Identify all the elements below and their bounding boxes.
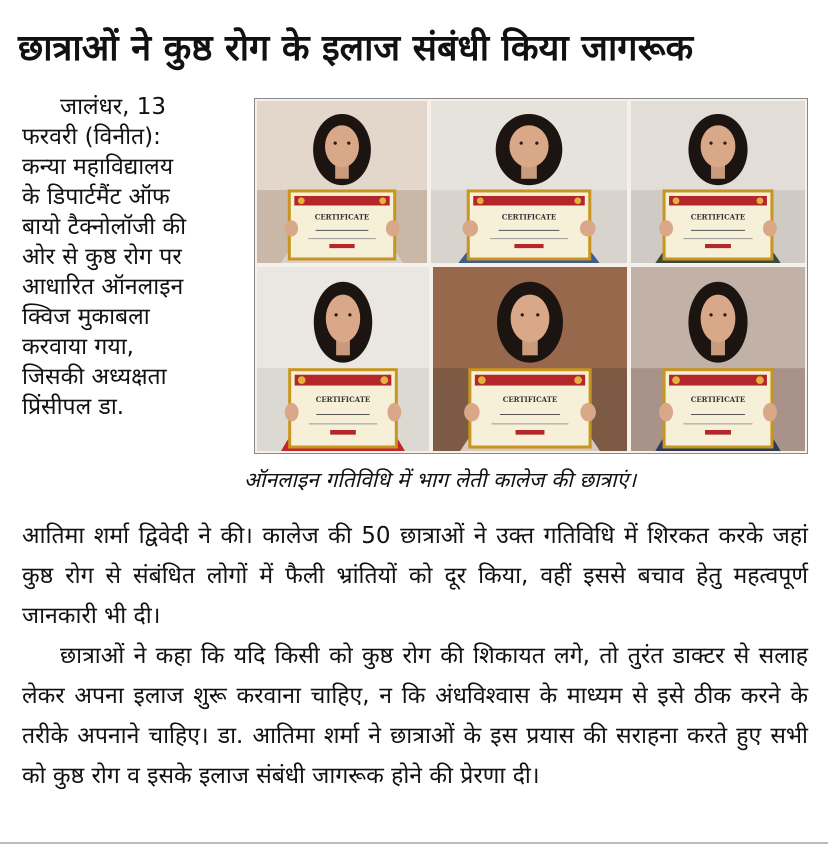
certificate-heading: CERTIFICATE xyxy=(690,395,746,405)
certificate-icon xyxy=(664,370,772,447)
intro-line: के डिपार्टमैंट ऑफ xyxy=(22,184,170,210)
article-paragraph: छात्राओं ने कहा कि यदि किसी को कुष्ठ रोग की शिकायत लगे, तो तुरंत डाक्टर से सलाह लेकर अपना इलाज शुरू करवाना चाहिए, न कि अंधविश्वास के माध्यम से इसे ठीक करने के तरीके अपनाने चाहिए। डा. आतिमा शर्मा ने छात्राओं के इस प्रयास की सराहना करते हुए सभी को कुष्ठ रोग व इसके इलाज संबंधी जागरूक होने की प्रेरणा दी। xyxy=(22,643,808,789)
intro-line: फरवरी (विनीत): xyxy=(22,124,161,150)
student-photo-6 xyxy=(631,267,805,451)
certificate-heading: CERTIFICATE xyxy=(501,212,557,222)
certificate-icon xyxy=(468,191,590,259)
photo-caption: ऑनलाइन गतिविधि में भाग लेती कालेज की छात्राएं। xyxy=(244,468,637,492)
intro-line: आधारित ऑनलाइन xyxy=(22,274,184,300)
intro-line: क्विज मुकाबला xyxy=(22,304,150,330)
certificate-heading: CERTIFICATE xyxy=(314,212,370,222)
certificate-heading: CERTIFICATE xyxy=(315,395,371,405)
photo-illustration xyxy=(631,101,805,263)
intro-line: कन्या महाविद्यालय xyxy=(22,154,174,180)
certificate-icon xyxy=(470,370,590,447)
article-paragraph: आतिमा शर्मा द्विवेदी ने की। कालेज की 50 छात्राओं ने उक्त गतिविधि में शिरकत करके जहां कुष्ठ रोग से संबंधित लोगों में फैली भ्रांतियों को दूर किया, वहीं इससे बचाव हेतु महत्वपूर्ण जानकारी भी दी। xyxy=(22,523,808,629)
certificate-icon xyxy=(290,370,397,447)
certificate-heading: CERTIFICATE xyxy=(502,395,558,405)
photo-illustration xyxy=(431,101,627,263)
student-photo-3 xyxy=(631,101,805,263)
certificate-heading: CERTIFICATE xyxy=(690,212,746,222)
page-divider xyxy=(0,842,828,844)
student-photo-2 xyxy=(431,101,627,263)
photo-illustration xyxy=(631,267,805,451)
certificate-icon xyxy=(664,191,772,259)
article-intro-column xyxy=(22,92,244,422)
student-photo-1 xyxy=(257,101,427,263)
intro-line: करवाया गया, xyxy=(22,334,134,360)
photo-illustration xyxy=(433,267,627,451)
certificate-icon xyxy=(289,191,394,259)
intro-line: जिसकी अध्यक्षता xyxy=(22,364,167,390)
student-photo-collage xyxy=(254,98,808,454)
article-body xyxy=(22,516,808,796)
intro-line: बायो टैक्नोलॉजी की xyxy=(22,214,187,240)
article-headline: छात्राओं ने कुष्ठ रोग के इलाज संबंधी किया जागरूक xyxy=(18,28,694,69)
student-photo-4 xyxy=(257,267,429,451)
intro-line: प्रिंसीपल डा. xyxy=(22,394,125,420)
intro-line: जालंधर, 13 xyxy=(60,94,167,120)
photo-illustration xyxy=(257,101,427,263)
student-photo-5 xyxy=(433,267,627,451)
photo-illustration xyxy=(257,267,429,451)
intro-line: ओर से कुष्ठ रोग पर xyxy=(22,244,182,270)
